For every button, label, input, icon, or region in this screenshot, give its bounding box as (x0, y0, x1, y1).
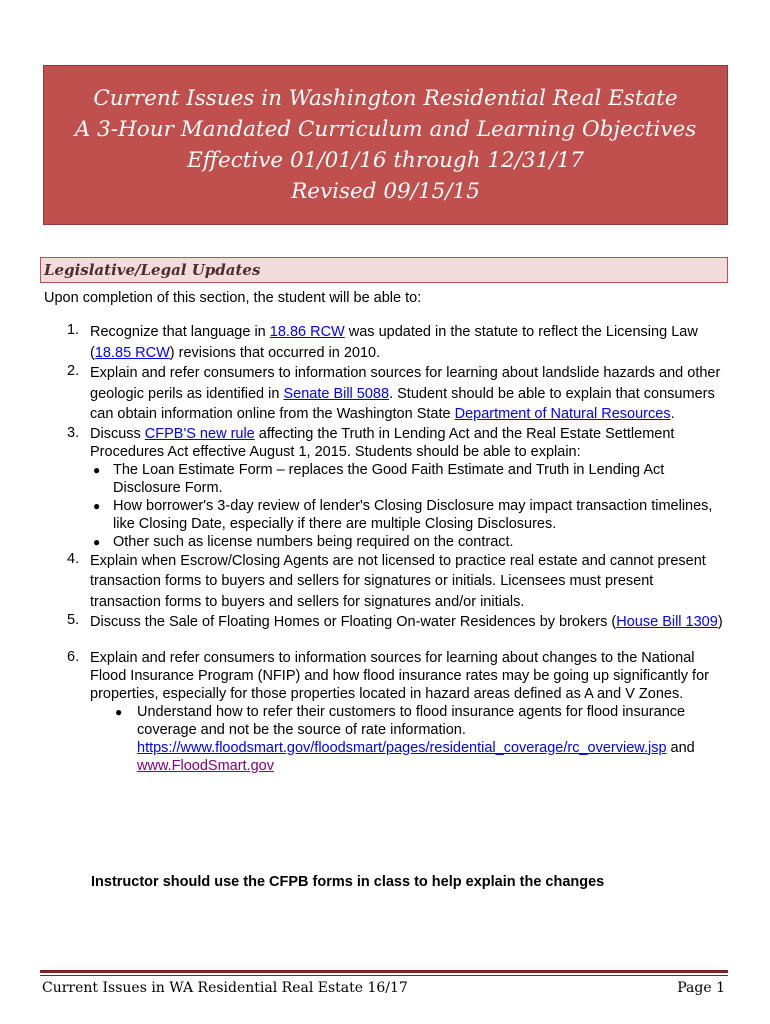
list-item (45, 551, 725, 613)
item-number: 6. (67, 648, 80, 665)
item-number: 2. (67, 363, 80, 379)
bullet-icon: ● (93, 534, 101, 549)
footer-divider-thin (40, 975, 728, 976)
senate-bill-5088-link[interactable]: Senate Bill 5088 (283, 385, 390, 402)
rcw-18-85-link[interactable]: 18.85 RCW (94, 344, 170, 361)
list-item (45, 322, 725, 363)
bullet-icon: ● (115, 704, 123, 719)
item-text: Discuss CFPB'S new rule affecting the Truth in Lending Act and the Real Estate Settlement Procedures Act effective August 1, 2015. Students should be able to explain: (90, 425, 675, 460)
banner-title-line-3: Effective 01/01/16 through 12/31/17 (187, 148, 584, 173)
banner-title-line-2: A 3-Hour Mandated Curriculum and Learning Objectives (74, 117, 697, 142)
bullet-item: ● Understand how to refer their customers to flood insurance agents for flood insurance coverage and not be the source of rate information. https://www.floodsmart.gov/floodsmart/pages/residential_coverage/rc_overview.jsp and www.FloodSmart.gov (115, 703, 695, 774)
list-item (45, 612, 725, 633)
bullet-list (90, 461, 725, 551)
title-banner (43, 65, 728, 225)
floodsmart-home-link[interactable]: www.FloodSmart.gov (137, 757, 274, 774)
footer-course-title: Current Issues in WA Residential Real Estate 16/17 (42, 980, 408, 996)
section-intro: Upon completion of this section, the student will be able to: (44, 290, 422, 306)
banner-title-line-1: Current Issues in Washington Residential Real Estate (93, 86, 678, 111)
bullet-icon: ● (93, 462, 101, 477)
objectives-list (45, 322, 725, 775)
item-number: 3. (67, 424, 80, 441)
footer-page-number: Page 1 (677, 980, 725, 996)
banner-title-line-4: Revised 09/15/15 (291, 179, 480, 204)
list-item (45, 425, 725, 551)
bullet-icon: ● (93, 498, 101, 513)
rcw-18-86-link[interactable]: 18.86 RCW (269, 324, 345, 340)
house-bill-1309-link[interactable]: House Bill 1309 (616, 614, 718, 630)
item-text: Explain and refer consumers to information sources for learning about changes to the National Flood Insurance Program (NFIP) and how flood insurance rates may be going up significantly for properties, especially for those properties located in hazard areas defined as A and V Zones. (90, 649, 709, 702)
bullet-item: ● The Loan Estimate Form – replaces the Good Faith Estimate and Truth in Lending Act Disclosure Form. (93, 461, 665, 496)
item-number: 1. (67, 322, 80, 338)
department-natural-resources-link[interactable]: Department of Natural Resources (454, 406, 671, 422)
bullet-list (90, 703, 725, 775)
item-text: Explain when Escrow/Closing Agents are not licensed to practice real estate and cannot present transaction forms to buyers and sellers for signatures or initials. Licensees must present transaction forms to buyers and sellers for signatures and/or initials. (90, 552, 706, 610)
cfpb-new-rule-link[interactable]: CFPB'S new rule (144, 425, 255, 442)
item-number: 5. (67, 612, 80, 628)
item-number: 4. (67, 550, 80, 567)
bullet-item: ● How borrower's 3-day review of lender's Closing Disclosure may impact transaction timelines, like Closing Date, especially if there are multiple Closing Disclosures. (93, 497, 713, 532)
list-item (45, 363, 725, 425)
section-heading: Legislative/Legal Updates (40, 257, 728, 283)
item-text: Explain and refer consumers to information sources for learning about landslide hazards and other geologic perils as identified in Senate Bill 5088. Student should be able to explain that consumers can obtain information online from the Washington State Department of Natural Resources. (90, 365, 721, 422)
floodsmart-overview-link[interactable]: https://www.floodsmart.gov/floodsmart/pages/residential_coverage/rc_overview.jsp (137, 739, 667, 756)
item-text: Discuss the Sale of Floating Homes or Floating On-water Residences by brokers (House Bill 1309) (90, 614, 723, 630)
instructor-note: Instructor should use the CFPB forms in class to help explain the changes (91, 874, 605, 890)
item-text: Recognize that language in 18.86 RCW was updated in the statute to reflect the Licensing Law (18.85 RCW) revisions that occurred in 2010. (90, 324, 698, 361)
list-item (45, 649, 725, 775)
footer-divider (40, 970, 728, 973)
bullet-item: ● Other such as license numbers being required on the contract. (93, 533, 514, 550)
